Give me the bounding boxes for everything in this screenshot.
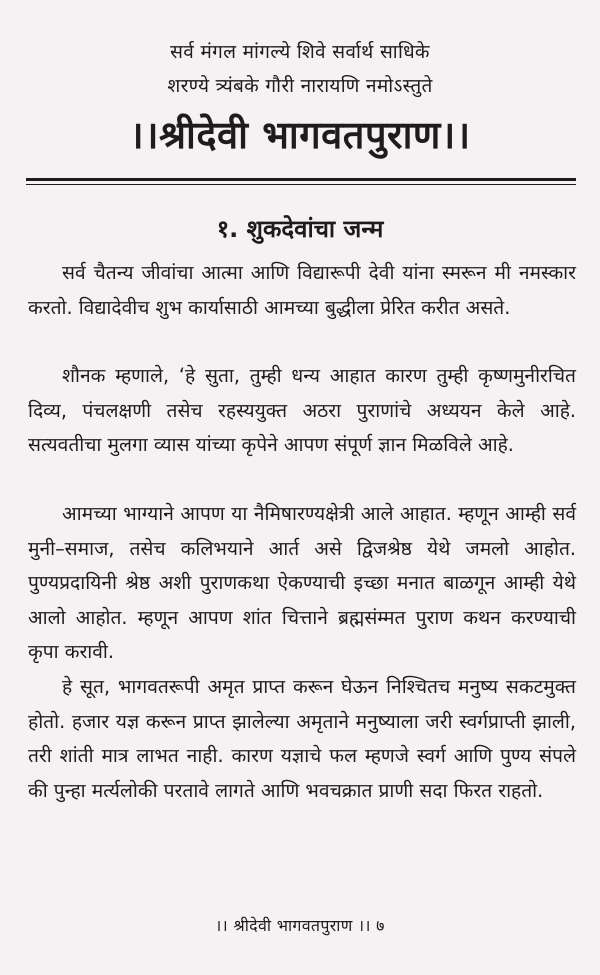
body-paragraph: हे सूत, भागवतरूपी अमृत प्राप्त करून घेऊन निश्चितच मनुष्य सकटमुक्त होतो. हजार यज्ञ करून प्राप्त झालेल्या अमृताने मनुष्याला जरी स्वर्गप्राप्ती झाली, तरी शांती मात्र लाभत नाही. कारण यज्ञाचे फल म्हणजे स्वर्ग आणि पुण्य संपले की पुन्हा मर्त्यलोकी परतावे लागते आणि भवचक्रात प्राणी सदा फिरत राहतो.	[28, 675, 576, 802]
body-paragraph: सर्व चैतन्य जीवांचा आत्मा आणि विद्यारूपी देवी यांना स्मरून मी नमस्कार करतो. विद्यादेवीच शुभ कार्यासाठी आमच्या बुद्धीला प्रेरित करीत असते.	[28, 261, 576, 319]
title-divider-thick	[26, 178, 576, 181]
running-title: ।। श्रीदेवी भागवतपुराण ।।	[215, 916, 371, 935]
page-footer	[0, 914, 600, 936]
invocation-verse-line-2: शरण्ये त्र्यंबके गौरी नारायणि नमोऽस्तुते	[167, 75, 433, 97]
body-paragraph: शौनक म्हणाले, ‘हे सुता, तुम्ही धन्य आहात कारण तुम्ही कृष्णमुनीरचित दिव्य, पंचलक्षणी तसेच रहस्ययुक्त अठरा पुराणांचे अध्ययन केले आहे. सत्यवतीचा मुलगा व्यास यांच्या कृपेने आपण संपूर्ण ज्ञान मिळविले आहे.	[28, 364, 576, 456]
book-title: ।।श्रीदेवी भागवतपुराण।।	[129, 113, 471, 157]
chapter-heading: १. शुकदेवांचा जन्म	[216, 215, 384, 243]
invocation-verse-line-1: सर्व मंगल मांगल्ये शिवे सर्वार्थ साधिके	[170, 41, 430, 63]
body-paragraph: आमच्या भाग्याने आपण या नैमिषारण्यक्षेत्री आले आहात. म्हणून आम्ही सर्व मुनी–समाज, तसेच कलिभयाने आर्त असे द्विजश्रेष्ठ येथे जमलो आहोत. पुण्यप्रदायिनी श्रेष्ठ अशी पुराणकथा ऐकण्याची इच्छा मनात बाळगून आम्ही येथे आलो आहोत. म्हणून आपण शांत चित्ताने ब्रह्मसंम्मत पुराण कथन करण्याची कृपा करावी.	[28, 502, 576, 663]
title-divider-thin	[26, 184, 576, 185]
page-number: ७	[376, 916, 385, 935]
